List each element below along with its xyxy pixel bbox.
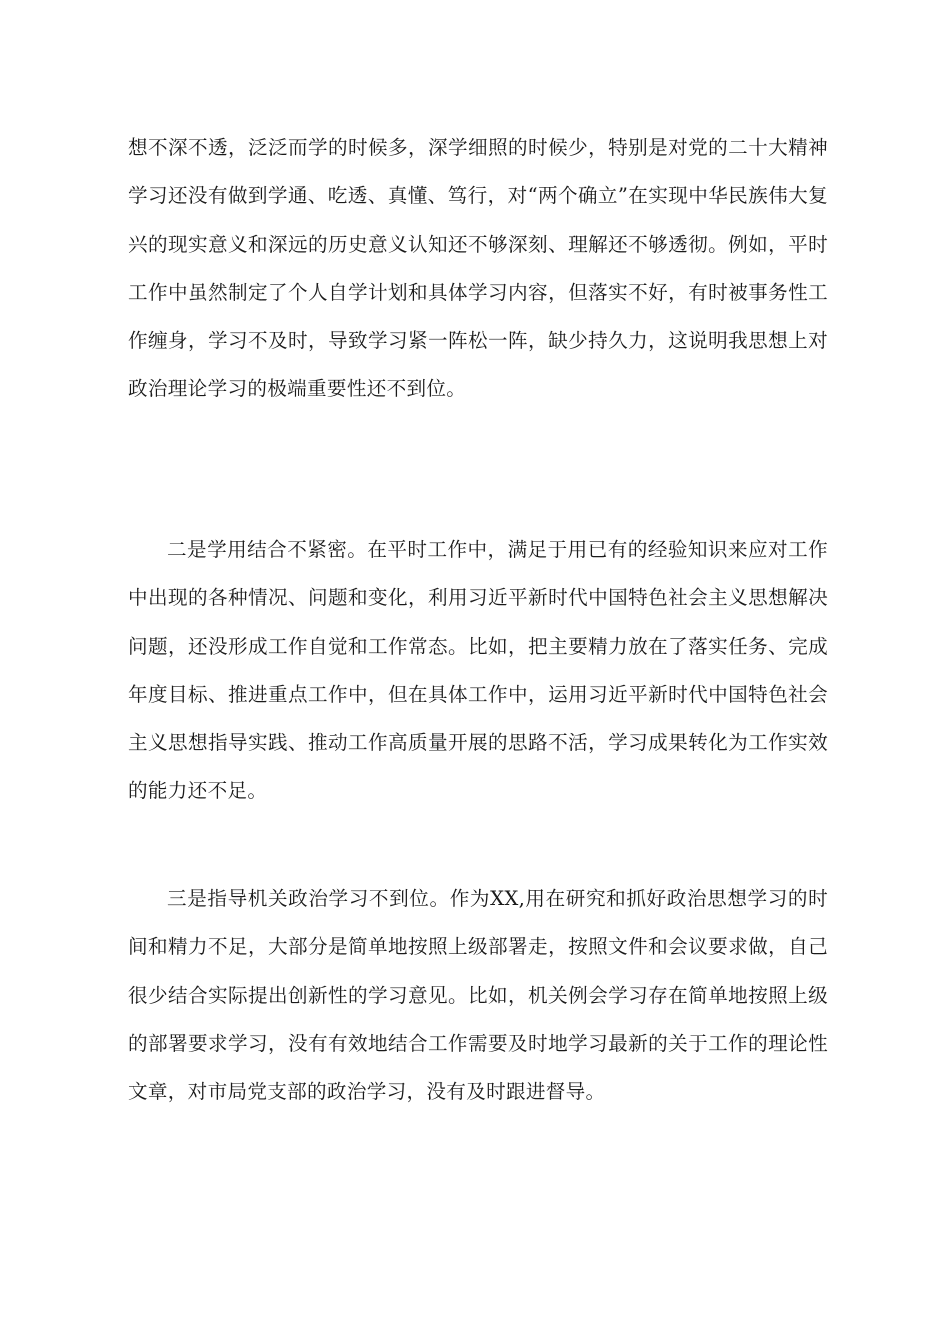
paragraph-point-two: 二是学用结合不紧密。在平时工作中，满足于用已有的经验知识来应对工作中出现的各种情况、问题和变化，利用习近平新时代中国特色社会主义思想解决问题，还没形成工作自觉和工作常态。比如，把主要精力放在了落实任务、完成年度目标、推进重点工作中，但在具体工作中，运用习近平新时代中国特色社会主义思想指导实践、推动工作高质量开展的思路不活，学习成果转化为工作实效的能力还不足。: [128, 538, 828, 803]
paragraph-continued: 想不深不透，泛泛而学的时候多，深学细照的时候少，特别是对党的二十大精神学习还没有做到学通、吃透、真懂、笃行，对“两个确立”在实现中华民族伟大复兴的现实意义和深远的历史意义认知还不够深刻、理解还不够透彻。例如，平时工作中虽然制定了个人自学计划和具体学习内容，但落实不好，有时被事务性工作缠身，学习不及时，导致学习紧一阵松一阵，缺少持久力，这说明我思想上对政治理论学习的极端重要性还不到位。: [128, 136, 828, 401]
paragraph-point-three: 三是指导机关政治学习不到位。作为XX,用在研究和抓好政治思想学习的时间和精力不足，大部分是简单地按照上级部署走，按照文件和会议要求做，自己很少结合实际提出创新性的学习意见。比如，机关例会学习存在简单地按照上级的部署要求学习，没有有效地结合工作需要及时地学习最新的关于工作的理论性文章，对市局党支部的政治学习，没有及时跟进督导。: [128, 887, 828, 1104]
